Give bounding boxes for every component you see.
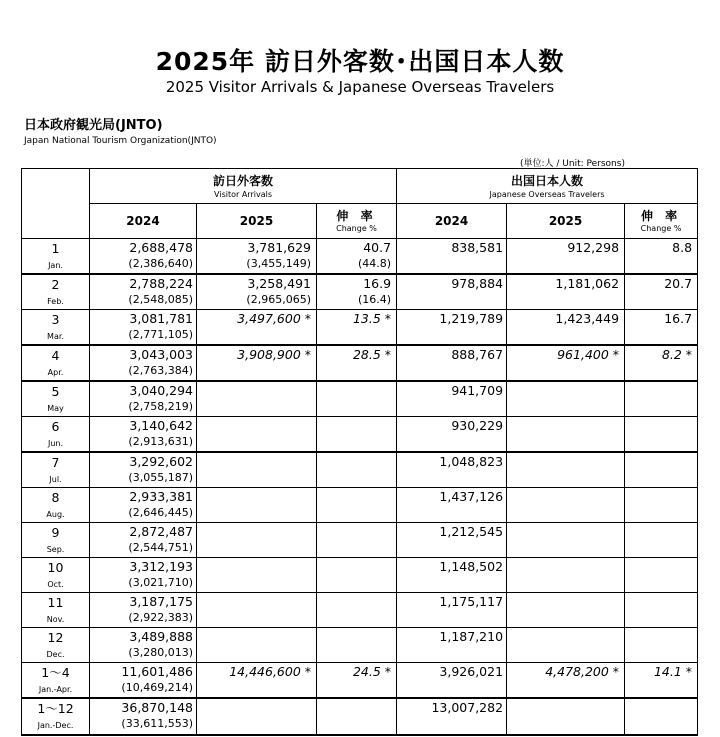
table-row	[22, 558, 698, 593]
visitor-2025-cell	[197, 452, 317, 488]
visitor-change-cell	[317, 628, 397, 663]
header-outbound-en: Japanese Overseas Travelers	[489, 190, 605, 199]
month-label: Apr.	[47, 368, 64, 377]
visitor-2024-subvalue: (2,771,105)	[128, 328, 193, 341]
outbound-2024-value: 1,187,210	[439, 629, 504, 644]
month-cell	[22, 628, 90, 663]
outbound-2024-value: 1,219,789	[439, 311, 504, 326]
month-label: May	[47, 404, 64, 413]
outbound-change-cell	[625, 558, 698, 593]
outbound-2024-value: 930,229	[451, 418, 504, 433]
visitor-2024-value: 3,040,294	[129, 383, 193, 398]
visitor-2024-subvalue: (3,021,710)	[128, 576, 193, 589]
header-visitor-group	[90, 169, 397, 204]
month-label: Dec.	[46, 650, 65, 659]
visitor-2025-cell	[197, 381, 317, 417]
visitor-2025-cell	[197, 345, 317, 381]
visitor-2024-cell	[90, 593, 197, 628]
month-label: Jan.-Dec.	[37, 721, 74, 730]
outbound-2024-cell	[397, 593, 507, 628]
outbound-2024-cell	[397, 274, 507, 310]
table-row	[22, 593, 698, 628]
visitor-2025-cell	[197, 417, 317, 453]
outbound-2024-cell	[397, 698, 507, 735]
visitor-2025-value: 3,497,600 *	[237, 311, 311, 326]
outbound-2024-value: 1,212,545	[439, 524, 504, 539]
visitor-change-cell	[317, 593, 397, 628]
visitor-2024-cell	[90, 523, 197, 558]
visitor-2024-value: 2,788,224	[129, 276, 193, 291]
organization-name-en: Japan National Tourism Organization(JNTO)	[24, 136, 217, 146]
outbound-2024-value: 1,175,117	[439, 594, 504, 609]
outbound-2025-cell	[507, 310, 625, 346]
visitor-2024-subvalue: (3,280,013)	[128, 646, 193, 659]
outbound-change-value: 16.7	[664, 311, 693, 326]
table-row	[22, 381, 698, 417]
visitor-change-cell	[317, 274, 397, 310]
table-row	[22, 274, 698, 310]
visitor-2024-cell	[90, 558, 197, 593]
outbound-change-value: 8.8	[672, 240, 693, 255]
outbound-2024-cell	[397, 628, 507, 663]
outbound-2025-cell	[507, 628, 625, 663]
month-label: Feb.	[47, 297, 64, 306]
visitor-2025-cell	[197, 523, 317, 558]
outbound-2024-cell	[397, 417, 507, 453]
month-cell	[22, 523, 90, 558]
outbound-2024-cell	[397, 663, 507, 699]
month-cell	[22, 381, 90, 417]
visitor-2024-value: 3,312,193	[129, 559, 193, 574]
header-visitor-en: Visitor Arrivals	[214, 190, 272, 199]
table-row	[22, 698, 698, 735]
visitor-2024-cell	[90, 381, 197, 417]
visitor-2024-value: 2,688,478	[129, 240, 193, 255]
month-label: Jan.	[48, 261, 63, 270]
table-row	[22, 239, 698, 275]
month-number: 1～4	[41, 665, 70, 680]
month-label: Oct.	[47, 580, 64, 589]
visitor-change-value: 28.5 *	[352, 347, 392, 362]
header-visitor-jp: 訪日外客数	[213, 174, 274, 188]
unit-note: (単位:人 / Unit: Persons)	[520, 159, 625, 169]
month-number: 5	[51, 384, 60, 399]
visitor-2024-cell	[90, 452, 197, 488]
month-cell	[22, 698, 90, 735]
month-cell	[22, 663, 90, 699]
visitor-change-value: 24.5 *	[352, 664, 392, 679]
outbound-2024-value: 1,437,126	[439, 489, 504, 504]
month-cell	[22, 593, 90, 628]
table-row	[22, 523, 698, 558]
outbound-2025-cell	[507, 593, 625, 628]
outbound-change-cell	[625, 698, 698, 735]
outbound-2025-cell	[507, 698, 625, 735]
outbound-change-value: 14.1 *	[653, 664, 693, 679]
visitor-change-value: 16.9	[363, 276, 392, 291]
table-row	[22, 417, 698, 453]
header-visitor-change: 伸 率 Change %	[317, 204, 397, 239]
visitor-2024-subvalue: (2,386,640)	[128, 257, 193, 270]
visitor-2025-cell	[197, 628, 317, 663]
outbound-2024-cell	[397, 523, 507, 558]
outbound-change-cell	[625, 523, 698, 558]
outbound-2024-value: 888,767	[451, 347, 504, 362]
month-label: Aug.	[46, 510, 65, 519]
visitor-2024-subvalue: (2,763,384)	[128, 364, 193, 377]
visitor-2025-value: 3,781,629	[247, 240, 311, 255]
header-outbound-2025: 2025	[507, 204, 625, 239]
visitor-change-cell	[317, 417, 397, 453]
month-number: 12	[47, 630, 64, 645]
visitor-2024-cell	[90, 274, 197, 310]
header-outbound-jp: 出国日本人数	[511, 174, 584, 188]
month-cell	[22, 417, 90, 453]
visitor-2024-value: 2,933,381	[129, 489, 193, 504]
month-number: 10	[47, 560, 64, 575]
header-visitor-2024: 2024	[90, 204, 197, 239]
visitor-2024-subvalue: (2,758,219)	[128, 400, 193, 413]
month-cell	[22, 274, 90, 310]
header-month-cell	[22, 169, 90, 239]
visitor-2025-cell	[197, 310, 317, 346]
outbound-2025-cell	[507, 523, 625, 558]
visitor-2024-subvalue: (2,548,085)	[128, 293, 193, 306]
visitor-2025-cell	[197, 239, 317, 275]
table-row	[22, 628, 698, 663]
visitor-2024-value: 36,870,148	[121, 700, 193, 715]
outbound-2025-cell	[507, 452, 625, 488]
visitor-2025-value: 3,908,900 *	[237, 347, 311, 362]
visitor-2024-cell	[90, 239, 197, 275]
header-outbound-2024: 2024	[397, 204, 507, 239]
month-number: 1	[51, 241, 60, 256]
table-row	[22, 452, 698, 488]
visitor-change-cell	[317, 310, 397, 346]
visitor-change-cell	[317, 698, 397, 735]
visitor-2025-value: 14,446,600 *	[229, 664, 311, 679]
outbound-2025-cell	[507, 663, 625, 699]
visitor-2024-cell	[90, 663, 197, 699]
outbound-2025-value: 1,181,062	[555, 276, 620, 291]
outbound-2024-value: 941,709	[451, 383, 504, 398]
visitor-2024-value: 3,081,781	[129, 311, 193, 326]
organization-name-jp: 日本政府観光局(JNTO)	[24, 118, 163, 133]
visitor-2025-cell	[197, 488, 317, 523]
visitor-2024-cell	[90, 345, 197, 381]
header-visitor-2025: 2025	[197, 204, 317, 239]
visitor-2025-value: 3,258,491	[247, 276, 311, 291]
visitor-2024-subvalue: (2,646,445)	[128, 506, 193, 519]
outbound-change-cell	[625, 663, 698, 699]
visitor-2024-cell	[90, 417, 197, 453]
visitor-2024-value: 3,140,642	[129, 418, 193, 433]
visitor-2024-cell	[90, 488, 197, 523]
month-label: Nov.	[46, 615, 65, 624]
outbound-change-value: 8.2 *	[661, 347, 693, 362]
visitor-change-cell	[317, 663, 397, 699]
table-row	[22, 663, 698, 699]
outbound-change-cell	[625, 417, 698, 453]
visitor-2025-cell	[197, 558, 317, 593]
visitor-change-subvalue: (44.8)	[357, 257, 392, 270]
visitor-change-cell	[317, 488, 397, 523]
outbound-2024-cell	[397, 558, 507, 593]
month-cell	[22, 310, 90, 346]
outbound-2025-value: 1,423,449	[555, 311, 620, 326]
month-label: Sep.	[46, 545, 65, 554]
outbound-2024-value: 3,926,021	[439, 664, 504, 679]
outbound-2025-value: 912,298	[567, 240, 620, 255]
outbound-change-cell	[625, 381, 698, 417]
outbound-2024-cell	[397, 488, 507, 523]
month-label: Jan.-Apr.	[38, 685, 73, 694]
month-cell	[22, 239, 90, 275]
outbound-change-cell	[625, 345, 698, 381]
visitor-2024-subvalue: (3,055,187)	[128, 471, 193, 484]
visitor-2025-subvalue: (2,965,065)	[246, 293, 311, 306]
visitor-change-cell	[317, 452, 397, 488]
outbound-2025-value: 4,478,200 *	[545, 664, 620, 679]
outbound-2025-cell	[507, 417, 625, 453]
visitor-2025-cell	[197, 698, 317, 735]
outbound-change-cell	[625, 274, 698, 310]
outbound-2025-cell	[507, 558, 625, 593]
visitor-2024-cell	[90, 698, 197, 735]
outbound-2024-value: 838,581	[451, 240, 504, 255]
outbound-2024-value: 1,148,502	[439, 559, 504, 574]
visitor-2024-subvalue: (2,544,751)	[128, 541, 193, 554]
outbound-2024-cell	[397, 345, 507, 381]
month-cell	[22, 488, 90, 523]
visitor-2024-value: 3,489,888	[129, 629, 193, 644]
visitor-2024-value: 3,187,175	[129, 594, 193, 609]
visitor-change-subvalue: (16.4)	[357, 293, 392, 306]
visitor-change-value: 13.5 *	[352, 311, 392, 326]
visitor-2024-cell	[90, 310, 197, 346]
page-subtitle: 2025 Visitor Arrivals & Japanese Overseas Travelers	[165, 78, 555, 96]
visitor-2024-value: 3,292,602	[129, 454, 193, 469]
header-outbound-change: 伸 率 Change %	[625, 204, 698, 239]
month-cell	[22, 452, 90, 488]
outbound-2024-cell	[397, 239, 507, 275]
outbound-change-cell	[625, 239, 698, 275]
visitor-2024-subvalue: (2,913,631)	[128, 435, 193, 448]
outbound-2025-cell	[507, 345, 625, 381]
outbound-2025-cell	[507, 274, 625, 310]
month-number: 1～12	[37, 701, 74, 716]
header-outbound-group	[397, 169, 698, 204]
outbound-2025-cell	[507, 488, 625, 523]
outbound-change-cell	[625, 628, 698, 663]
outbound-change-cell	[625, 488, 698, 523]
visitor-2025-subvalue: (3,455,149)	[246, 257, 311, 270]
month-number: 9	[51, 525, 60, 540]
month-label: Jun.	[47, 439, 64, 448]
month-number: 2	[51, 277, 60, 292]
statistics-table	[21, 168, 698, 736]
visitor-change-value: 40.7	[363, 240, 392, 255]
month-label: Mar.	[47, 332, 64, 341]
visitor-change-cell	[317, 239, 397, 275]
month-number: 11	[47, 595, 64, 610]
visitor-2024-value: 2,872,487	[129, 524, 193, 539]
outbound-2024-value: 13,007,282	[431, 700, 504, 715]
outbound-2024-value: 978,884	[451, 276, 504, 291]
outbound-change-value: 20.7	[664, 276, 693, 291]
month-number: 3	[51, 312, 60, 327]
outbound-2024-cell	[397, 452, 507, 488]
visitor-change-cell	[317, 523, 397, 558]
page-title: 2025年 訪日外客数･出国日本人数	[155, 47, 565, 76]
outbound-2024-value: 1,048,823	[439, 454, 504, 469]
outbound-2024-cell	[397, 381, 507, 417]
visitor-2024-value: 3,043,003	[129, 347, 193, 362]
visitor-change-cell	[317, 381, 397, 417]
outbound-change-cell	[625, 593, 698, 628]
visitor-2024-cell	[90, 628, 197, 663]
month-label: Jul.	[49, 475, 62, 484]
visitor-2024-value: 11,601,486	[121, 664, 193, 679]
table-row	[22, 310, 698, 346]
month-number: 4	[51, 348, 60, 363]
visitor-2024-subvalue: (33,611,553)	[121, 717, 193, 730]
visitor-2025-cell	[197, 593, 317, 628]
month-cell	[22, 345, 90, 381]
table-row	[22, 345, 698, 381]
outbound-2025-value: 961,400 *	[557, 347, 620, 362]
visitor-change-cell	[317, 558, 397, 593]
outbound-2025-cell	[507, 239, 625, 275]
month-number: 8	[51, 490, 60, 505]
visitor-2024-subvalue: (10,469,214)	[121, 681, 193, 694]
visitor-2024-subvalue: (2,922,383)	[128, 611, 193, 624]
outbound-change-cell	[625, 452, 698, 488]
month-number: 6	[51, 419, 60, 434]
outbound-2024-cell	[397, 310, 507, 346]
month-cell	[22, 558, 90, 593]
month-number: 7	[51, 455, 60, 470]
visitor-2025-cell	[197, 274, 317, 310]
table-row	[22, 488, 698, 523]
visitor-change-cell	[317, 345, 397, 381]
outbound-change-cell	[625, 310, 698, 346]
outbound-2025-cell	[507, 381, 625, 417]
visitor-2025-cell	[197, 663, 317, 699]
